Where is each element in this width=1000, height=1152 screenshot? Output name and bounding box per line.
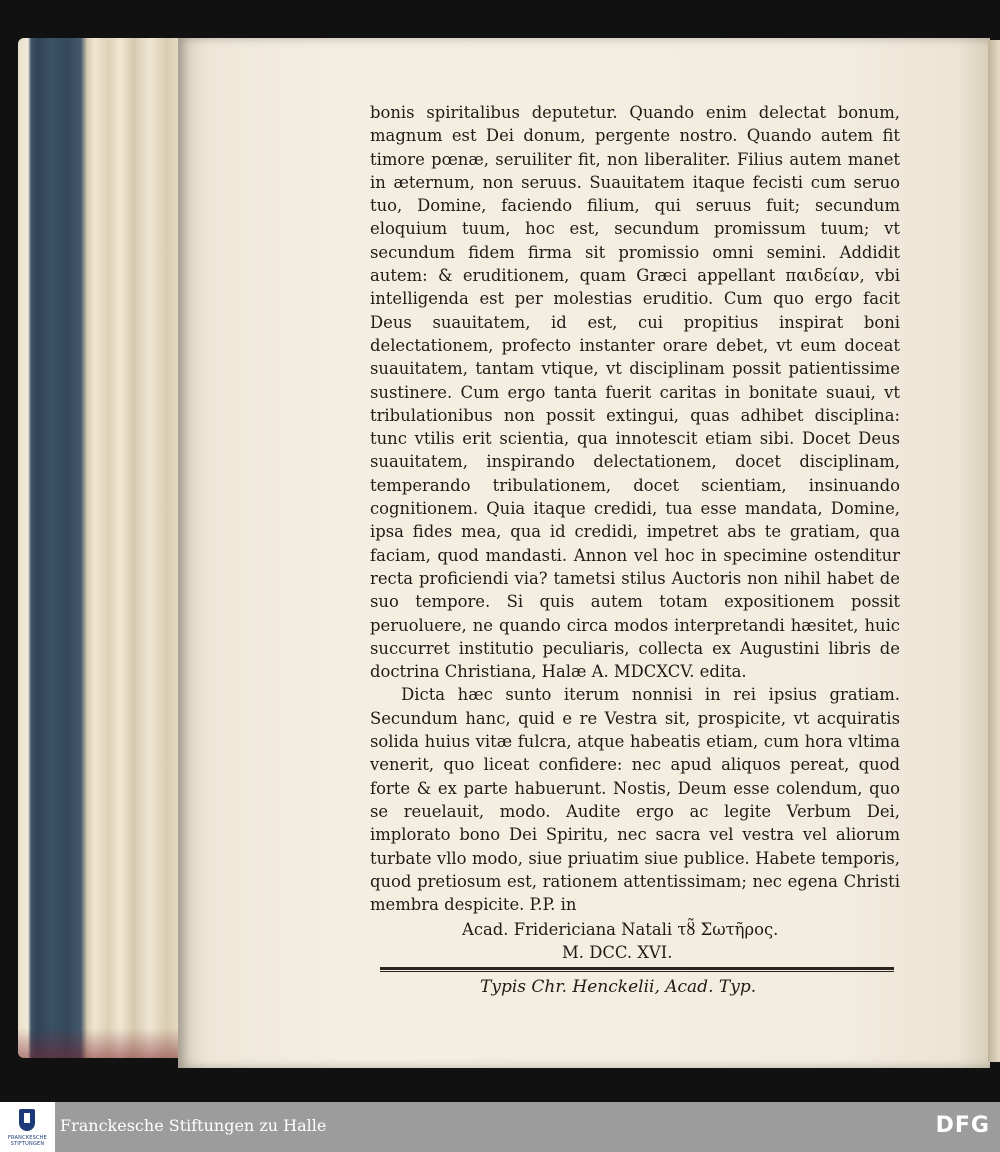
printer-line: Typis Chr. Henckelii, Acad. Typ. (480, 977, 757, 997)
institution-name[interactable]: Franckesche Stiftungen zu Halle (60, 1116, 327, 1135)
imprint-year: M. DCC. XVI. (562, 943, 673, 962)
book-page-edges (18, 38, 183, 1058)
body-text (370, 101, 900, 916)
dfg-logo[interactable]: DFG (935, 1113, 990, 1138)
paragraph-2: Dicta hæc sunto iterum nonnisi in rei ipsius gratiam. Secundum hanc, quid e re Vestra sit, prospicite, vt acquiratis solida huius vitæ fulcra, atque habeatis etiam, cum hora vltima venerit, quo liceat confidere: nec apud aliquos pereat, quod forte & ex parte habuerunt. Nostis, Deum esse colendum, quo se reuelauit, modo. Audite ergo ac legite Verbum Dei, implorato bono Dei Spiritu, nec sacra vel vestra vel aliorum turbate vllo modo, siue priuatim siue publice. Habete temporis, quod pretiosum est, rationem attentissimam; nec egena Christi membra despicite. P.P. in (370, 685, 900, 915)
crest-icon (19, 1109, 35, 1131)
logo-text: FRANCKESCHE STIFTUNGEN (7, 1135, 48, 1147)
institution-logo[interactable] (0, 1102, 55, 1152)
divider-rule (380, 967, 894, 970)
next-page-edge (988, 40, 1000, 1062)
divider-rule-thin (380, 971, 894, 972)
imprint-place: Acad. Fridericiana Natali τȣ̃ Σωτῆρος. (462, 920, 779, 939)
paragraph-1: bonis spiritalibus deputetur. Quando enim delectat bonum, magnum est Dei donum, pergente nostro. Quando autem fit timore pœnæ, seruiliter fit, non liberaliter. Filius autem manet in æternum, non seruus. Suauitatem itaque fecisti cum seruo tuo, Domine, faciendo filium, qui seruus fuit; secundum eloquium tuum, hoc est, secundum promissum tuum; vt secundum fidem firma sit promissio omni semini. Addidit autem: & eruditionem, quam Græci appellant παιδείαν, vbi intelligenda est per molestias eruditio. Cum quo ergo facit Deus suauitatem, id est, cui propitius inspirat boni delectationem, profecto instanter orare debet, vt eum doceat suauitatem, tantam vtique, vt disciplinam possit patientissime sustinere. Cum ergo tanta fuerit caritas in bonitate suaui, vt tribulationibus non possit extingui, quas adhibet disciplina: tunc vtilis erit scientia, qua innotescit etiam sibi. Docet Deus suauitatem, inspirando delectationem, docet disciplinam, temperando tribulationem, docet scientiam, insinuando cognitionem. Quia itaque credidi, tua esse mandata, Domine, ipsa fides mea, qua id credidi, impetret abs te gratiam, qua faciam, quod mandasti. Annon vel hoc in specimine ostenditur recta proficiendi via? tametsi stilus Auctoris non nihil habet de suo tempore. Si quis autem totam expositionem possit peruoluere, ne quando circa modos interpretandi hæsitet, huic succurret institutio peculiaris, collecta ex Augustini libris de doctrina Christiana, Halæ A. MDCXCV. edita. (370, 103, 900, 682)
viewer-footer (0, 1102, 1000, 1152)
